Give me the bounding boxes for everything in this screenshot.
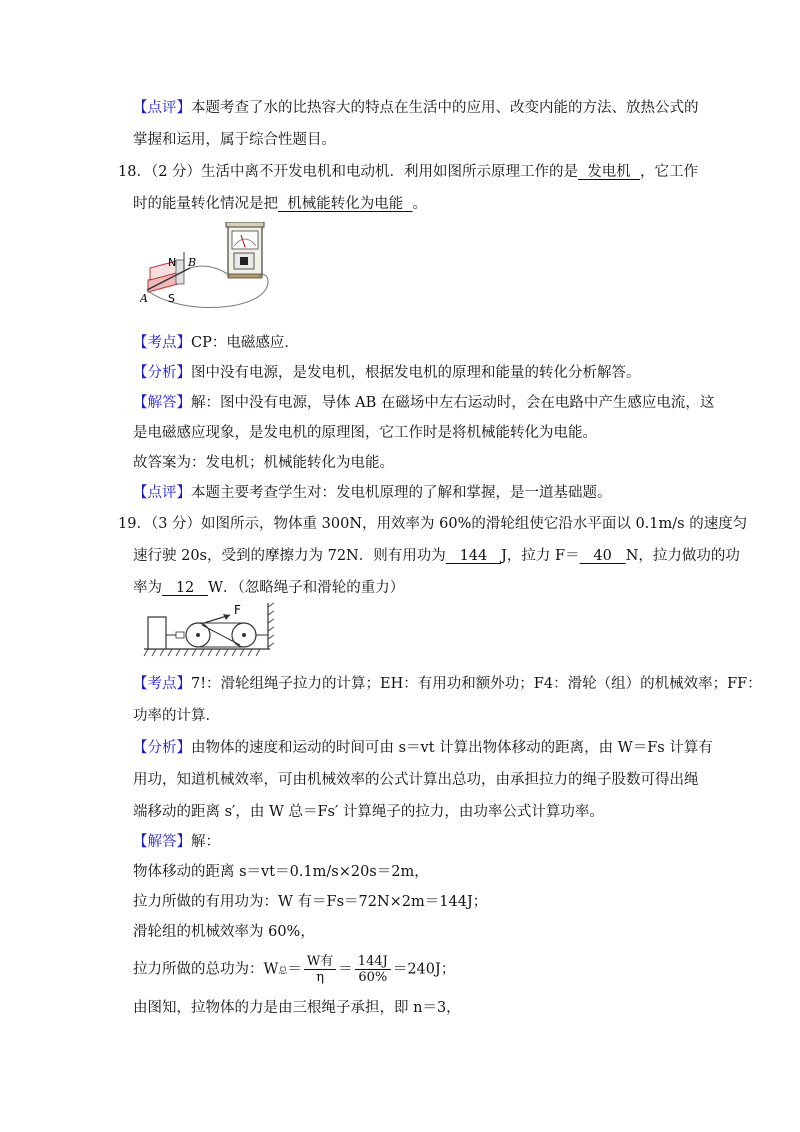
step-text: 拉力所做的总功为：W — [133, 961, 279, 978]
stem-text: 。 — [412, 196, 427, 212]
jieda-text: 解：图中没有电源，导体 AB 在磁场中左右运动时，会在电路中产生感应电流，这 — [191, 395, 715, 411]
q18-fenxi — [133, 363, 641, 383]
step-text: ＝240J； — [392, 961, 456, 978]
q18-stem-line1 — [118, 162, 698, 182]
kaodian-tag: 【考点】 — [133, 335, 191, 351]
stem-text: ，它工作 — [639, 164, 698, 180]
q18-kaodian — [133, 333, 299, 353]
kaodian-text: 功率的计算． — [133, 708, 220, 724]
review-text: 本题考查了水的比热容大的特点在生活中的应用、改变内能的方法、放热公式的 — [191, 100, 699, 116]
fraction-numerator: 144J — [355, 954, 391, 970]
fenxi-text: 由物体的速度和运动的时间可由 s＝vt 计算出物体移动的距离，由 W＝Fs 计算有 — [191, 740, 713, 756]
fenxi-text: 图中没有电源，是发电机，根据发电机的原理和能量的转化分析解答。 — [191, 365, 641, 381]
answer-blank — [446, 548, 501, 564]
q18-jieda-line1 — [133, 393, 714, 413]
answer-blank — [580, 548, 626, 564]
q18-dianping — [133, 483, 612, 503]
q19-fenxi-line2 — [133, 770, 699, 790]
pulley-figure — [142, 601, 278, 663]
fenxi-text: 用功，知道机械效率，可由机械效率的公式计算出总功，由承担拉力的绳子股数可得出绳 — [133, 772, 699, 788]
q19-fenxi-line1 — [133, 738, 713, 758]
answer-text: 机械能转化为电能 — [287, 196, 404, 212]
q19-jieda-head — [133, 832, 220, 852]
fraction-denominator: 60% — [358, 970, 388, 985]
jieda-text: 是电磁感应现象，是发电机的原理图，它工作时是将机械能转化为电能。 — [133, 425, 597, 441]
q19-step5 — [133, 998, 461, 1018]
fraction-2 — [355, 954, 391, 985]
step-text: 拉力所做的有用功为：W 有＝Fs＝72N×2m＝144J； — [133, 894, 488, 910]
fenxi-tag: 【分析】 — [133, 365, 191, 381]
q18-stem-line2 — [133, 194, 427, 214]
q19-stem-line1 — [118, 514, 747, 534]
answer-text: 12 — [175, 580, 195, 596]
q17-review-line1 — [133, 98, 699, 118]
stem-text: W．（忽略绳子和滑轮的重力） — [208, 580, 405, 596]
stem-text: 速行驶 20s，受到的摩擦力为 72N．则有用功为 — [133, 548, 446, 564]
q18-answer-line — [133, 453, 394, 473]
answer-text: 发电机 — [587, 164, 631, 180]
dianping-text: 本题主要考查学生对：发电机原理的了解和掌握，是一道基础题。 — [191, 485, 612, 501]
q19-stem-line3 — [133, 578, 404, 598]
generator-figure — [140, 222, 280, 312]
answer-text: 144 — [459, 548, 488, 564]
q19-step4: 拉力所做的总功为：W总＝ $\frac{\text{W有}}{\eta}$ ＝ $\frac{144J}{60\%}$ ＝240J； — [133, 954, 456, 985]
q19-fenxi-line3 — [133, 802, 604, 822]
kaodian-text: 7!：滑轮组绳子拉力的计算；EH：有用功和额外功；F4：滑轮（组）的机械效率；FF： — [191, 676, 762, 692]
q19-step1 — [133, 862, 429, 882]
fraction-1 — [304, 954, 336, 985]
answer-blank — [278, 196, 412, 212]
jieda-tag: 【解答】 — [133, 834, 191, 850]
fraction-numerator: W有 — [304, 954, 336, 970]
label-b: B — [188, 256, 197, 269]
answer-line-text: 故答案为：发电机；机械能转化为电能。 — [133, 455, 394, 471]
stem-text: J，拉力 F＝ — [501, 548, 580, 564]
label-s: S — [168, 292, 175, 305]
step-text: 由图知，拉物体的力是由三根绳子承担，即 n＝3， — [133, 1000, 461, 1016]
kaodian-tag: 【考点】 — [133, 676, 191, 692]
fenxi-tag: 【分析】 — [133, 740, 191, 756]
answer-blank — [578, 164, 640, 180]
review-tag: 【点评】 — [133, 100, 191, 116]
q17-review-line2 — [133, 130, 336, 150]
review-text: 掌握和运用，属于综合性题目。 — [133, 132, 336, 148]
q19-kaodian-line2 — [133, 706, 220, 726]
q19-step2 — [133, 892, 487, 912]
step-text: 滑轮组的机械效率为 60%， — [133, 924, 315, 940]
stem-text: N，拉力做功的功 — [625, 548, 740, 564]
stem-text: 时的能量转化情况是把 — [133, 196, 278, 212]
label-a: A — [140, 292, 148, 305]
kaodian-text: CP：电磁感应． — [191, 335, 299, 351]
stem-text: 19．（3 分）如图所示，物体重 300N，用效率为 60%的滑轮组使它沿水平面以 0.1m/s 的速度匀 — [118, 516, 748, 532]
fraction-denominator: η — [316, 970, 324, 985]
label-f: F — [234, 603, 241, 617]
jieda-text: 解： — [191, 834, 220, 850]
q19-step3 — [133, 922, 315, 942]
stem-text: 率为 — [133, 580, 162, 596]
stem-text: 18．（2 分）生活中离不开发电机和电动机．利用如图所示原理工作的是 — [118, 164, 579, 180]
jieda-tag: 【解答】 — [133, 395, 191, 411]
fenxi-text: 端移动的距离 s′，由 W 总＝Fs′ 计算绳子的拉力，由功率公式计算功率。 — [133, 804, 604, 820]
q19-stem-line2 — [133, 546, 740, 566]
q18-jieda-line2 — [133, 423, 597, 443]
step-text: 物体移动的距离 s＝vt＝0.1m/s×20s＝2m， — [133, 864, 429, 880]
answer-blank — [162, 580, 208, 596]
dianping-tag: 【点评】 — [133, 485, 191, 501]
q19-kaodian-line1 — [133, 674, 762, 694]
label-n: N — [168, 256, 177, 269]
subscript: 总 — [278, 966, 288, 977]
answer-text: 40 — [593, 548, 612, 564]
